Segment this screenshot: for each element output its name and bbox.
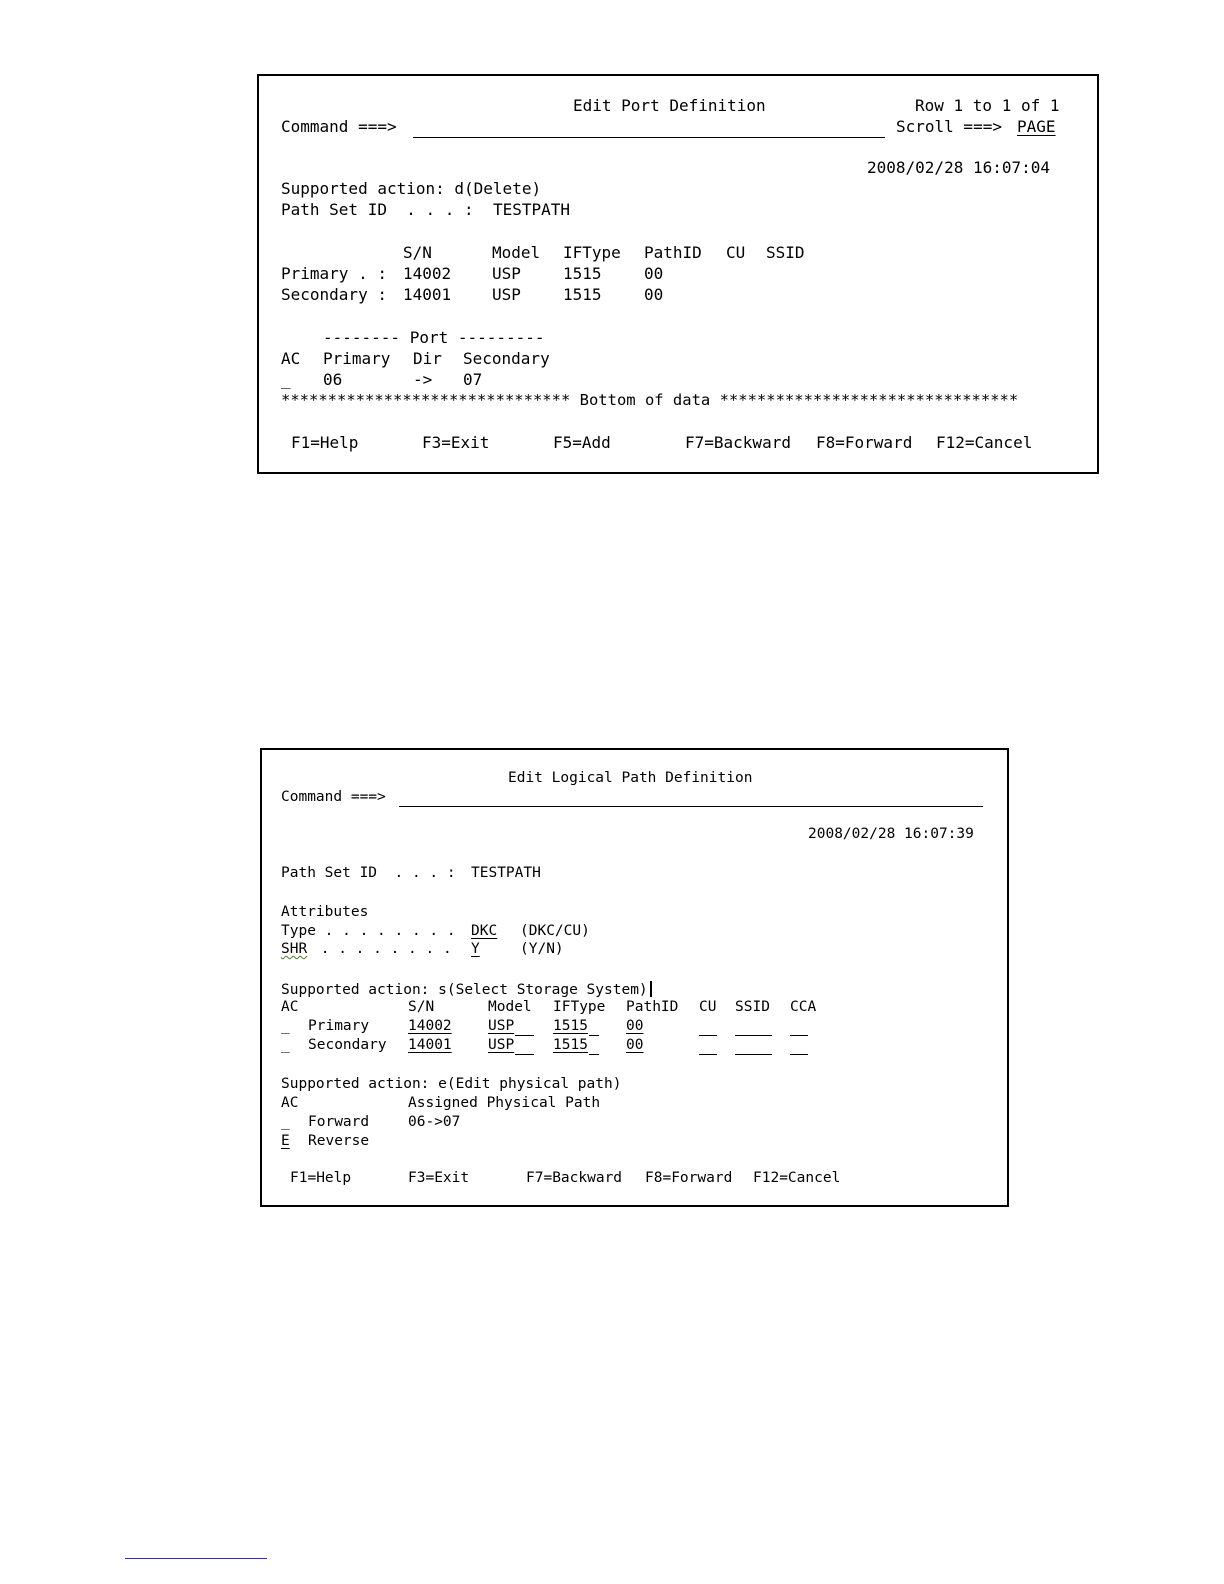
- column-ssid: SSID: [735, 999, 770, 1015]
- primary-pathid: 00: [644, 264, 664, 283]
- primary-iftype-input[interactable]: 1515: [553, 1018, 588, 1034]
- fkey-backward[interactable]: F7=Backward: [685, 433, 791, 452]
- path-column-ac: AC: [281, 1095, 299, 1111]
- column-cu: CU: [699, 999, 717, 1015]
- fkey-forward[interactable]: F8=Forward: [816, 433, 913, 452]
- forward-label: Forward: [308, 1114, 370, 1130]
- panel-title: Edit Logical Path Definition: [508, 770, 753, 786]
- secondary-model: USP: [492, 285, 521, 304]
- column-iftype: IFType: [563, 243, 621, 262]
- secondary-cu-input[interactable]: [699, 1054, 717, 1055]
- primary-model-underline: [515, 1035, 534, 1036]
- column-sn: S/N: [403, 243, 432, 262]
- primary-ssid-input[interactable]: [735, 1035, 772, 1036]
- primary-pathid-input[interactable]: 00: [626, 1018, 644, 1034]
- secondary-iftype-underline: [589, 1054, 599, 1055]
- column-ac: AC: [281, 999, 299, 1015]
- command-label: Command ===>: [281, 789, 386, 805]
- primary-iftype-underline: [589, 1035, 599, 1036]
- port-column-ac: AC: [281, 349, 301, 368]
- edit-port-definition-panel: [257, 74, 1099, 474]
- forward-path: 06->07: [408, 1114, 461, 1130]
- column-iftype: IFType: [553, 999, 606, 1015]
- fkey-help[interactable]: F1=Help: [290, 1170, 352, 1186]
- fkey-cancel[interactable]: F12=Cancel: [936, 433, 1033, 452]
- timestamp: 2008/02/28 16:07:04: [867, 158, 1051, 177]
- port-column-secondary: Secondary: [463, 349, 550, 368]
- port-column-dir: Dir: [413, 349, 442, 368]
- supported-action-edit: Supported action: e(Edit physical path): [281, 1076, 622, 1092]
- secondary-iftype: 1515: [563, 285, 602, 304]
- forward-ac-input[interactable]: _: [281, 1114, 290, 1130]
- port-row-dir: ->: [413, 370, 433, 389]
- timestamp: 2008/02/28 16:07:39: [808, 826, 974, 842]
- row-info: Row 1 to 1 of 1: [915, 96, 1060, 115]
- fkey-backward[interactable]: F7=Backward: [526, 1170, 623, 1186]
- path-set-label: Path Set ID . . . :: [281, 865, 456, 881]
- secondary-sn-input[interactable]: 14001: [408, 1037, 452, 1053]
- column-ssid: SSID: [766, 243, 805, 262]
- secondary-ac-input[interactable]: _: [281, 1037, 290, 1053]
- shr-label-dots: . . . . . . . .: [312, 941, 452, 957]
- text-cursor: [650, 981, 652, 997]
- secondary-model-underline: [515, 1054, 534, 1055]
- primary-ac-input[interactable]: _: [281, 1018, 290, 1034]
- port-row-secondary: 07: [463, 370, 483, 389]
- column-model: Model: [492, 243, 541, 262]
- shr-input[interactable]: Y: [471, 941, 480, 957]
- port-row-ac-input[interactable]: _: [281, 370, 291, 389]
- column-cca: CCA: [790, 999, 817, 1015]
- primary-cu-input[interactable]: [699, 1035, 717, 1036]
- type-label: Type . . . . . . . .: [281, 923, 456, 939]
- path-set-label: Path Set ID . . . :: [281, 200, 474, 219]
- secondary-model-input[interactable]: USP: [488, 1037, 515, 1053]
- primary-label: Primary . :: [281, 264, 387, 283]
- secondary-ssid-input[interactable]: [735, 1054, 772, 1055]
- secondary-sn: 14001: [403, 285, 452, 304]
- primary-model-input[interactable]: USP: [488, 1018, 515, 1034]
- command-input[interactable]: [413, 137, 885, 138]
- footnote-separator: [125, 1558, 267, 1559]
- supported-action: Supported action: d(Delete): [281, 179, 542, 198]
- primary-cca-input[interactable]: [790, 1035, 808, 1036]
- edit-logical-path-definition-panel: [260, 748, 1009, 1207]
- port-header: -------- Port ---------: [323, 328, 545, 347]
- path-set-value: TESTPATH: [471, 865, 541, 881]
- primary-sn: 14002: [403, 264, 452, 283]
- reverse-label: Reverse: [308, 1133, 370, 1149]
- path-set-value: TESTPATH: [493, 200, 571, 219]
- command-input[interactable]: [399, 806, 983, 807]
- secondary-label: Secondary :: [281, 285, 387, 304]
- column-pathid: PathID: [626, 999, 679, 1015]
- secondary-iftype-input[interactable]: 1515: [553, 1037, 588, 1053]
- column-model: Model: [488, 999, 532, 1015]
- command-label: Command ===>: [281, 117, 397, 136]
- type-hint: (DKC/CU): [520, 923, 590, 939]
- primary-model: USP: [492, 264, 521, 283]
- scroll-input[interactable]: PAGE: [1017, 117, 1056, 136]
- shr-hint: (Y/N): [520, 941, 564, 957]
- port-row-primary: 06: [323, 370, 343, 389]
- attributes-label: Attributes: [281, 904, 369, 920]
- secondary-label: Secondary: [308, 1037, 387, 1053]
- primary-iftype: 1515: [563, 264, 602, 283]
- supported-action-select-text: Supported action: s(Select Storage System): [281, 982, 648, 998]
- scroll-label: Scroll ===>: [896, 117, 1002, 136]
- secondary-cca-input[interactable]: [790, 1054, 808, 1055]
- secondary-pathid: 00: [644, 285, 664, 304]
- fkey-cancel[interactable]: F12=Cancel: [753, 1170, 841, 1186]
- primary-label: Primary: [308, 1018, 370, 1034]
- primary-sn-input[interactable]: 14002: [408, 1018, 452, 1034]
- supported-action-select: [281, 981, 652, 998]
- panel-title: Edit Port Definition: [573, 96, 766, 115]
- port-column-primary: Primary: [323, 349, 391, 368]
- fkey-help[interactable]: F1=Help: [291, 433, 359, 452]
- secondary-pathid-input[interactable]: 00: [626, 1037, 644, 1053]
- fkey-exit[interactable]: F3=Exit: [408, 1170, 470, 1186]
- column-cu: CU: [726, 243, 746, 262]
- column-pathid: PathID: [644, 243, 702, 262]
- bottom-of-data: ******************************* Bottom of data ********************************: [281, 391, 1019, 409]
- fkey-exit[interactable]: F3=Exit: [422, 433, 490, 452]
- fkey-add[interactable]: F5=Add: [553, 433, 611, 452]
- reverse-ac-input[interactable]: E: [281, 1133, 290, 1149]
- type-input[interactable]: DKC: [471, 923, 498, 939]
- path-column-assigned: Assigned Physical Path: [408, 1095, 601, 1111]
- fkey-forward[interactable]: F8=Forward: [645, 1170, 733, 1186]
- column-sn: S/N: [408, 999, 435, 1015]
- shr-label: SHR: [281, 941, 308, 957]
